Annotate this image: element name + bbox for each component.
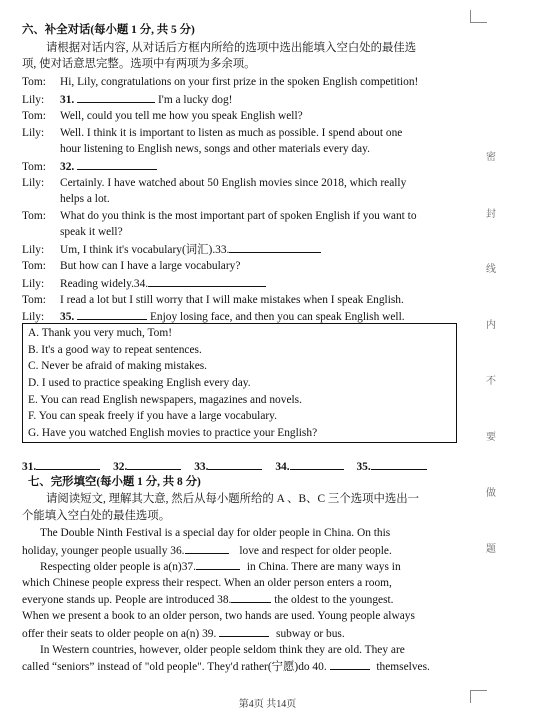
margin-char: 不 <box>486 376 496 387</box>
speaker: Lily: <box>22 127 45 139</box>
question-number: 31. <box>60 94 75 106</box>
answer-blank-31[interactable] <box>77 91 155 103</box>
dialogue-text: Well. I think it is important to listen as much as possible. I spend about one <box>60 127 403 139</box>
speaker: Lily: <box>22 177 45 189</box>
answer-blank-33[interactable] <box>229 241 321 253</box>
speaker: Tom: <box>22 161 46 173</box>
dialogue-line <box>22 74 418 90</box>
answer-line-33[interactable] <box>208 458 262 470</box>
passage-text: offer their seats to older people on a(n) 39. <box>22 628 217 640</box>
dialogue-text: Um, I think it's vocabulary(词汇).33. <box>60 244 230 256</box>
answer-line-35[interactable] <box>371 458 427 470</box>
cloze-blank-38[interactable] <box>231 591 271 603</box>
speaker: Lily: <box>22 244 45 256</box>
section6-instruction-line1: 请根据对话内容, 从对话后方框内所给的选项中选出能填入空白处的最佳选 <box>46 42 417 54</box>
speaker: Lily: <box>22 311 45 323</box>
passage-line: which Chinese people express their respect. When an older person enters a room, <box>22 577 392 589</box>
cloze-blank-36[interactable] <box>185 542 229 554</box>
speaker: Tom: <box>22 110 46 122</box>
margin-char: 密 <box>486 152 496 163</box>
question-number: 35. <box>60 311 75 323</box>
dialogue-line <box>22 108 303 124</box>
speaker: Lily: <box>22 278 45 290</box>
option-f: F. You can speak freely if you have a large vocabulary. <box>28 410 277 422</box>
passage-text: Respecting older people is a(n)37. <box>40 561 196 573</box>
section6-instruction-line2: 项, 使对话意思完整。选项中有两项为多余项。 <box>22 58 256 70</box>
dialogue-text: Enjoy losing face, and then you can speak English well. <box>149 311 405 323</box>
answer-label: 33. <box>194 461 209 473</box>
passage-text: themselves. <box>376 661 430 673</box>
answer-row <box>22 458 427 475</box>
answer-label: 35. <box>356 461 371 473</box>
section6-heading: 六、补全对话(每小题 1 分, 共 5 分) <box>22 24 195 36</box>
passage-line <box>22 625 345 642</box>
speaker: Tom: <box>22 260 46 272</box>
option-b: B. It's a good way to repeat sentences. <box>28 344 202 356</box>
option-a: A. Thank you very much, Tom! <box>28 327 172 339</box>
dialogue-line <box>22 258 240 274</box>
passage-text: everyone stands up. People are introduced 38. <box>22 594 232 606</box>
page-footer: 第4页 共14页 <box>238 699 297 710</box>
answer-blank-32[interactable] <box>77 158 157 170</box>
dialogue-continuation: speak it well? <box>60 226 123 238</box>
dialogue-line <box>22 125 402 141</box>
binding-corner-top <box>470 10 487 23</box>
cloze-blank-39[interactable] <box>219 625 269 637</box>
passage-line: When we present a book to an older person, two hands are used. Young people always <box>22 610 415 622</box>
speaker: Lily: <box>22 94 45 106</box>
dialogue-continuation: hour listening to English news, songs and other materials every day. <box>60 143 370 155</box>
margin-char: 内 <box>486 320 496 331</box>
dialogue-text: Hi, Lily, congratulations on your first prize in the spoken English competition! <box>60 76 419 88</box>
option-c: C. Never be afraid of making mistakes. <box>28 360 208 372</box>
dialogue-line <box>22 158 157 175</box>
passage-text: subway or bus. <box>276 628 345 640</box>
speaker: Tom: <box>22 76 46 88</box>
answer-blank-34[interactable] <box>148 275 266 287</box>
answer-line-31[interactable] <box>36 458 100 470</box>
section7-heading: 七、完形填空(每小题 1 分, 共 8 分) <box>28 476 201 488</box>
margin-char: 线 <box>486 264 496 275</box>
passage-text: in China. There are many ways in <box>246 561 401 573</box>
dialogue-line <box>22 292 404 308</box>
answer-label: 34. <box>275 461 290 473</box>
answer-label: 31. <box>22 461 37 473</box>
option-g: G. Have you watched English movies to practice your English? <box>28 427 318 439</box>
dialogue-line <box>22 208 417 224</box>
cloze-blank-37[interactable] <box>196 558 240 570</box>
option-e: E. You can read English newspapers, magazines and novels. <box>28 394 302 406</box>
passage-text: holiday, younger people usually 36. <box>22 545 185 557</box>
section7-instruction-line2: 个能填入空白处的最佳选项。 <box>22 510 171 522</box>
cloze-blank-40[interactable] <box>330 658 370 670</box>
margin-char: 题 <box>486 544 496 555</box>
margin-char: 封 <box>486 209 496 220</box>
passage-line: The Double Ninth Festival is a special day for older people in China. On this <box>40 527 391 539</box>
speaker: Tom: <box>22 210 46 222</box>
answer-label: 32. <box>113 461 128 473</box>
answer-line-32[interactable] <box>127 458 181 470</box>
dialogue-line <box>22 241 321 258</box>
dialogue-continuation: helps a lot. <box>60 193 110 205</box>
margin-char: 做 <box>486 488 496 499</box>
dialogue-text: I'm a lucky dog! <box>157 94 233 106</box>
speaker: Tom: <box>22 294 46 306</box>
dialogue-text: I read a lot but I still worry that I will make mistakes when I speak English. <box>60 294 404 306</box>
passage-line <box>22 591 394 608</box>
dialogue-text: Well, could you tell me how you speak English well? <box>60 110 303 122</box>
answer-blank-35[interactable] <box>77 308 147 320</box>
dialogue-text: Certainly. I have watched about 50 English movies since 2018, which really <box>60 177 407 189</box>
dialogue-line <box>22 275 266 292</box>
dialogue-line <box>22 175 406 191</box>
dialogue-text: But how can I have a large vocabulary? <box>60 260 241 272</box>
passage-text: the oldest to the youngest. <box>274 594 394 606</box>
answer-line-34[interactable] <box>290 458 344 470</box>
passage-line: In Western countries, however, older people seldom think they are old. They are <box>40 644 405 656</box>
option-d: D. I used to practice speaking English every day. <box>28 377 251 389</box>
margin-char: 要 <box>486 432 496 443</box>
dialogue-text: What do you think is the most important part of spoken English if you want to <box>60 210 417 222</box>
question-number: 32. <box>60 161 75 173</box>
passage-text: called “seniors” instead of "old people". They'd rather(宁愿)do 40. <box>22 661 327 673</box>
passage-line <box>22 658 430 675</box>
passage-text: love and respect for older people. <box>239 545 392 557</box>
passage-line <box>40 558 401 575</box>
dialogue-line <box>22 91 232 108</box>
section7-instruction-line1: 请阅读短文, 理解其大意, 然后从每小题所给的 A 、B、C 三个选项中选出一 <box>46 493 420 505</box>
passage-line <box>22 542 392 559</box>
dialogue-text: Reading widely.34. <box>60 278 149 290</box>
